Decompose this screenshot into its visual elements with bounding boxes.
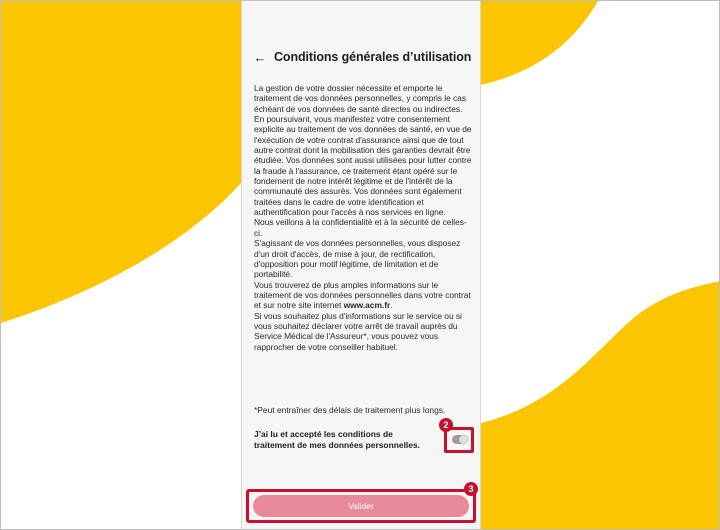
toggle-knob bbox=[459, 435, 468, 444]
website-intro: Vous trouverez de plus amples informations sur le traitement de vos données personnelles dans votre contrat et sur notre site internet bbox=[254, 279, 471, 311]
back-arrow-icon[interactable]: ← bbox=[253, 49, 267, 65]
step-badge: 3 bbox=[464, 482, 478, 496]
yellow-shape-bottom-right bbox=[481, 281, 720, 530]
terms-paragraph: La gestion de votre dossier nécessite et emporte le traitement de vos données personnelles, y compris le cas échéant de vos données de santé directes ou indirectes. En poursuivant, vous manifestez votre consentement explicite au traitement de vos données de santé, en vue de l'exécution de votre contrat d'assurance ainsi que de tout autre contrat dont la mobilisation des garanties devrait être étudiée. Vos données sont aussi utilisées pour lutter contre la fraude à l'assurance, ce traitement étant opéré sur le fondement de notre intérêt légitime et de l'intérêt de la communauté des assurés. Vos données sont également traitées dans le cadre de votre identification et authentification pour l'accès à nos services en ligne. bbox=[254, 83, 472, 218]
yellow-shape-left bbox=[1, 1, 241, 323]
terms-paragraph bbox=[254, 280, 472, 311]
terms-text bbox=[254, 83, 472, 352]
step-badge: 2 bbox=[439, 418, 453, 432]
website-link[interactable]: www.acm.fr bbox=[343, 300, 391, 311]
app-header bbox=[242, 45, 480, 69]
consent-toggle[interactable] bbox=[452, 435, 468, 444]
validate-button[interactable]: Valider bbox=[253, 495, 469, 517]
consent-label: J’ai lu et accepté les conditions de traitement de mes données personnelles. bbox=[254, 429, 420, 450]
page-title: Conditions générales d’utilisation bbox=[274, 50, 472, 64]
website-end: . bbox=[390, 300, 393, 311]
delay-note: *Peut entraîner des délais de traitement plus longs. bbox=[254, 405, 446, 415]
terms-paragraph: S'agissant de vos données personnelles, vous disposez d'un droit d'accès, de mise à jour, de rectification, d'opposition pour motif légitime, de limitation et de portabilité. bbox=[254, 238, 461, 280]
yellow-shape-top-right bbox=[481, 1, 598, 85]
terms-paragraph: Nous veillons à la confidentialité et à la sécurité de celles-ci. bbox=[254, 217, 467, 238]
terms-paragraph: Si vous souhaitez plus d'informations sur le service ou si vous souhaitez déclarer votre arrêt de travail auprès du Service Médical de l'Assureur*, vous pouvez vous rapprocher de votre conseiller habituel. bbox=[254, 310, 462, 352]
